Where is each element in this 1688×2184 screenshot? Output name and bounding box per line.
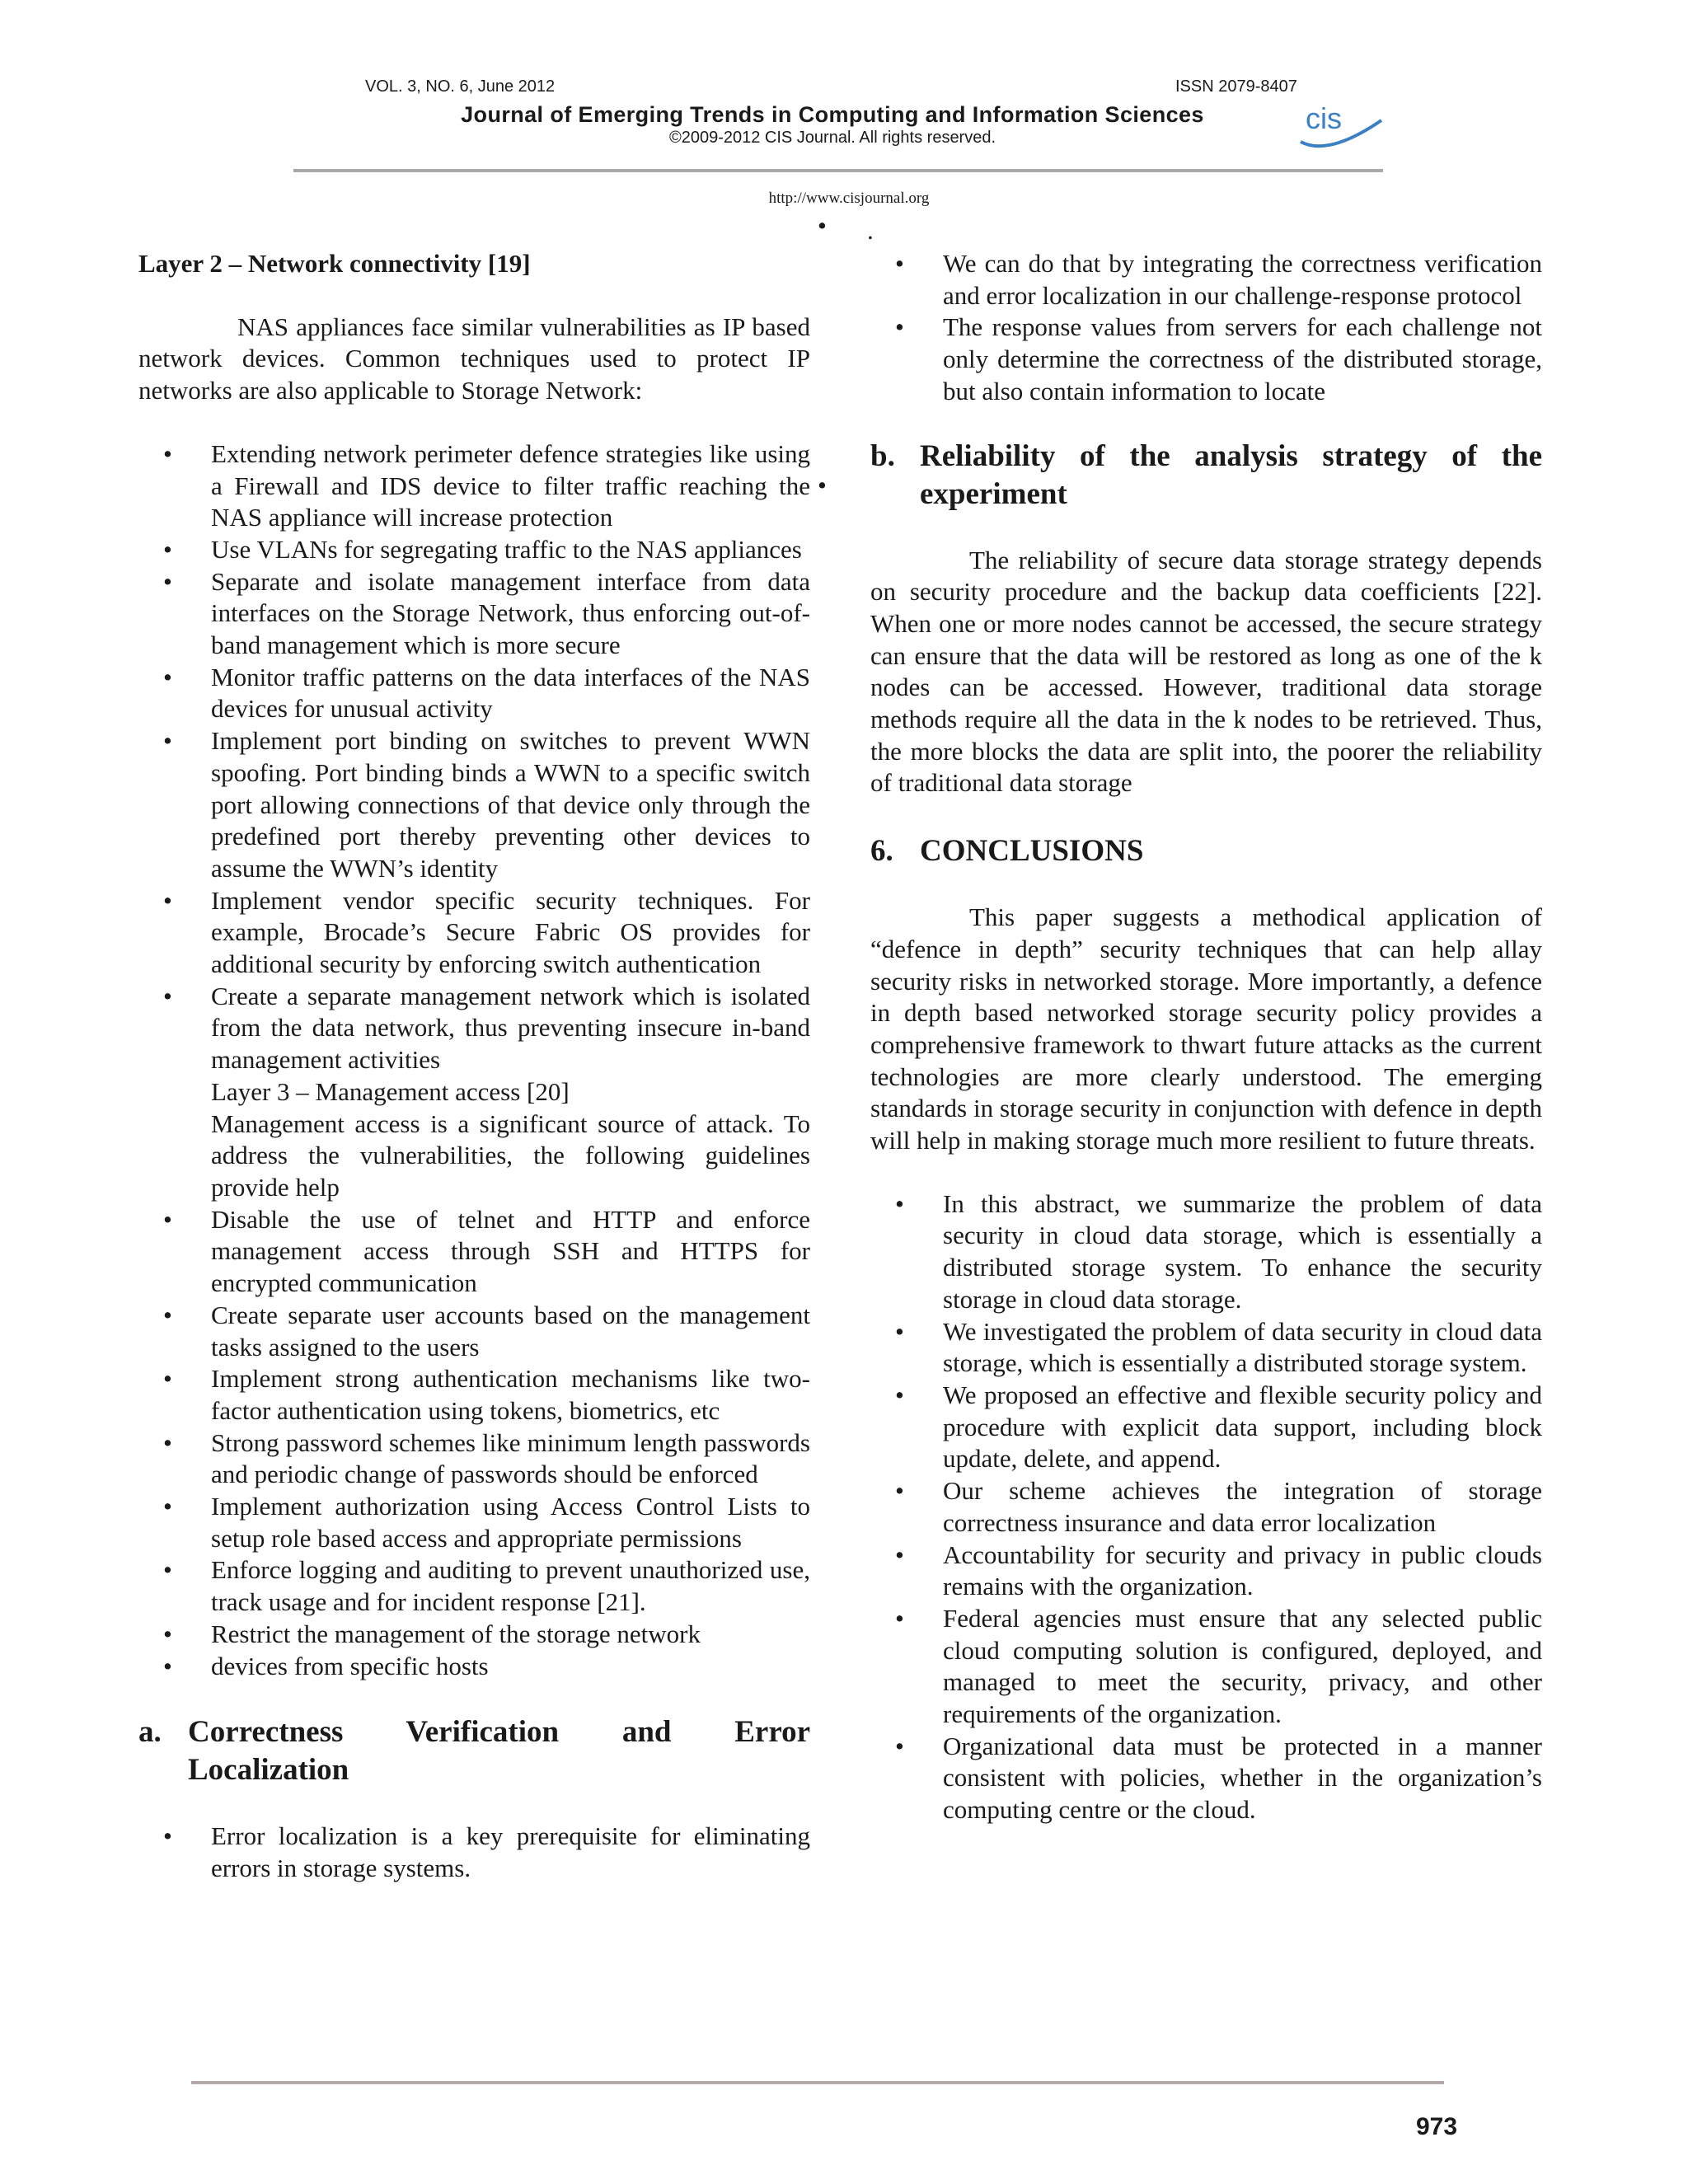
section-a-heading (138, 1713, 810, 1789)
list-item: • devices from specific hosts (138, 1651, 810, 1683)
list-item: • Implement authorization using Access Control Lists to setup role based access and appropriate permissions (138, 1491, 810, 1554)
list-item: • Create a separate management network which is isolated from the data network, thus preventing insecure in-band management activities (138, 981, 810, 1076)
section-a-title: Correctness Verification and Error Localization (188, 1715, 810, 1788)
right-top-bullet-list (870, 248, 1542, 408)
left-column (138, 248, 810, 1885)
footer-rule (191, 2081, 1444, 2084)
list-item: • Use VLANs for segregating traffic to the NAS appliances (138, 534, 810, 566)
list-item: • Disable the use of telnet and HTTP and enforce management access through SSH and HTTPS for encrypted communication (138, 1204, 810, 1300)
list-item: • Federal agencies must ensure that any selected public cloud computing solution is configured, deployed, and managed to meet the security, privacy, and other requirements of the organization. (870, 1603, 1542, 1731)
journal-url[interactable]: http://www.cisjournal.org (768, 190, 930, 207)
section-6-title: CONCLUSIONS (920, 834, 1144, 869)
list-item: • Separate and isolate management interface from data interfaces on the Storage Network, thus enforcing out-of-band management which is more secure (138, 566, 810, 662)
layer2-bullet-list (138, 438, 810, 1076)
list-item: • Accountability for security and privacy in public clouds remains with the organization. (870, 1540, 1542, 1603)
right-column (870, 248, 1542, 1826)
layer2-heading: Layer 2 – Network connectivity [19] (138, 249, 531, 278)
list-item: • Implement strong authentication mechanisms like two-factor authentication using tokens, biometrics, etc (138, 1363, 810, 1427)
list-item: • In this abstract, we summarize the problem of data security in cloud data storage, which is essentially a distributed storage system. To enhance the security storage in cloud data storage. (870, 1188, 1542, 1316)
section-b-title: Reliability of the analysis strategy of the experiment (920, 438, 1542, 511)
layer3-text: Management access is a significant source of attack. To address the vulnerabilities, the following guidelines provide help (211, 1108, 810, 1202)
journal-title: Journal of Emerging Trends in Computing and Information Sciences (461, 102, 1204, 127)
list-item: • Implement port binding on switches to prevent WWN spoofing. Port binding binds a WWN to a specific switch port allowing connections of that device only through the predefined port thereby preventing other devices to assume the WWN’s identity (138, 725, 810, 885)
stray-bullet: • (818, 211, 827, 240)
stray-period: . (867, 216, 874, 245)
section-b-label: b. (870, 438, 895, 473)
section-6-label: 6. (870, 834, 893, 869)
list-item: • The response values from servers for each challenge not only determine the correctness of the distributed storage, but also contain information to locate (870, 312, 1542, 407)
list-item: • Monitor traffic patterns on the data interfaces of the NAS devices for unusual activity (138, 662, 810, 725)
list-item: • Organizational data must be protected in a manner consistent with policies, whether in the organization’s computing centre or the cloud. (870, 1731, 1542, 1826)
layer3-bullet-list (138, 1204, 810, 1683)
issn: ISSN 2079-8407 (1175, 77, 1297, 96)
stray-mid-bullet: • (818, 471, 827, 499)
section-a-label: a. (138, 1715, 162, 1750)
volume-info: VOL. 3, NO. 6, June 2012 (365, 77, 556, 96)
page-number: 973 (1416, 2113, 1458, 2140)
list-item: • We can do that by integrating the correctness verification and error localization in our challenge-response protocol (870, 248, 1542, 312)
layer3-heading: Layer 3 – Management access [20] (211, 1076, 570, 1106)
list-item: • Restrict the management of the storage network (138, 1619, 810, 1651)
header-rule (293, 169, 1383, 172)
list-item: • Our scheme achieves the integration of storage correctness insurance and data error localization (870, 1475, 1542, 1539)
logo-text: cis (1306, 101, 1342, 135)
section-b-heading (870, 438, 1542, 513)
list-item: • Error localization is a key prerequisite for eliminating errors in storage systems. (138, 1821, 810, 1884)
section-a-bullet-list (138, 1821, 810, 1884)
section-6-heading (870, 832, 1542, 870)
list-item: • Strong password schemes like minimum length passwords and periodic change of passwords should be enforced (138, 1427, 810, 1491)
conclusions-bullet-list (870, 1188, 1542, 1826)
list-item: • Create separate user accounts based on the management tasks assigned to the users (138, 1300, 810, 1363)
list-item: • Implement vendor specific security techniques. For example, Brocade’s Secure Fabric OS provides for additional security by enforcing switch authentication (138, 885, 810, 981)
section-b-text: The reliability of secure data storage strategy depends on security procedure and the backup data coefficients [22]. When one or more nodes cannot be accessed, the secure strategy can ensure that the data will be restored as long as one of the k nodes can be accessed. However, traditional data storage methods require all the data in the k nodes to be retrieved. Thus, the more blocks the data are split into, the poorer the reliability of traditional data storage (870, 545, 1542, 798)
cis-logo (1296, 96, 1388, 153)
list-item: • We investigated the problem of data security in cloud data storage, which is essentially a distributed storage system. (870, 1316, 1542, 1380)
list-item: • We proposed an effective and flexible security policy and procedure with explicit data support, including block update, delete, and append. (870, 1380, 1542, 1475)
copyright: ©2009-2012 CIS Journal. All rights reserved. (668, 129, 996, 147)
list-item: • Extending network perimeter defence strategies like using a Firewall and IDS device to filter traffic reaching the NAS appliance will increase protection (138, 438, 810, 534)
layer2-intro: NAS appliances face similar vulnerabilities as IP based network devices. Common techniques used to protect IP networks are also applicable to Storage Network: (138, 312, 810, 405)
conclusions-text: This paper suggests a methodical application of “defence in depth” security techniques that can help allay security risks in networked storage. More importantly, a defence in depth based networked storage security policy provides a comprehensive framework to thwart future attacks as the current technologies are more clearly understood. The emerging standards in storage security in conjunction with defence in depth will help in making storage much more resilient to future threats. (870, 902, 1542, 1155)
list-item: • Enforce logging and auditing to prevent unauthorized use, track usage and for incident response [21]. (138, 1554, 810, 1618)
